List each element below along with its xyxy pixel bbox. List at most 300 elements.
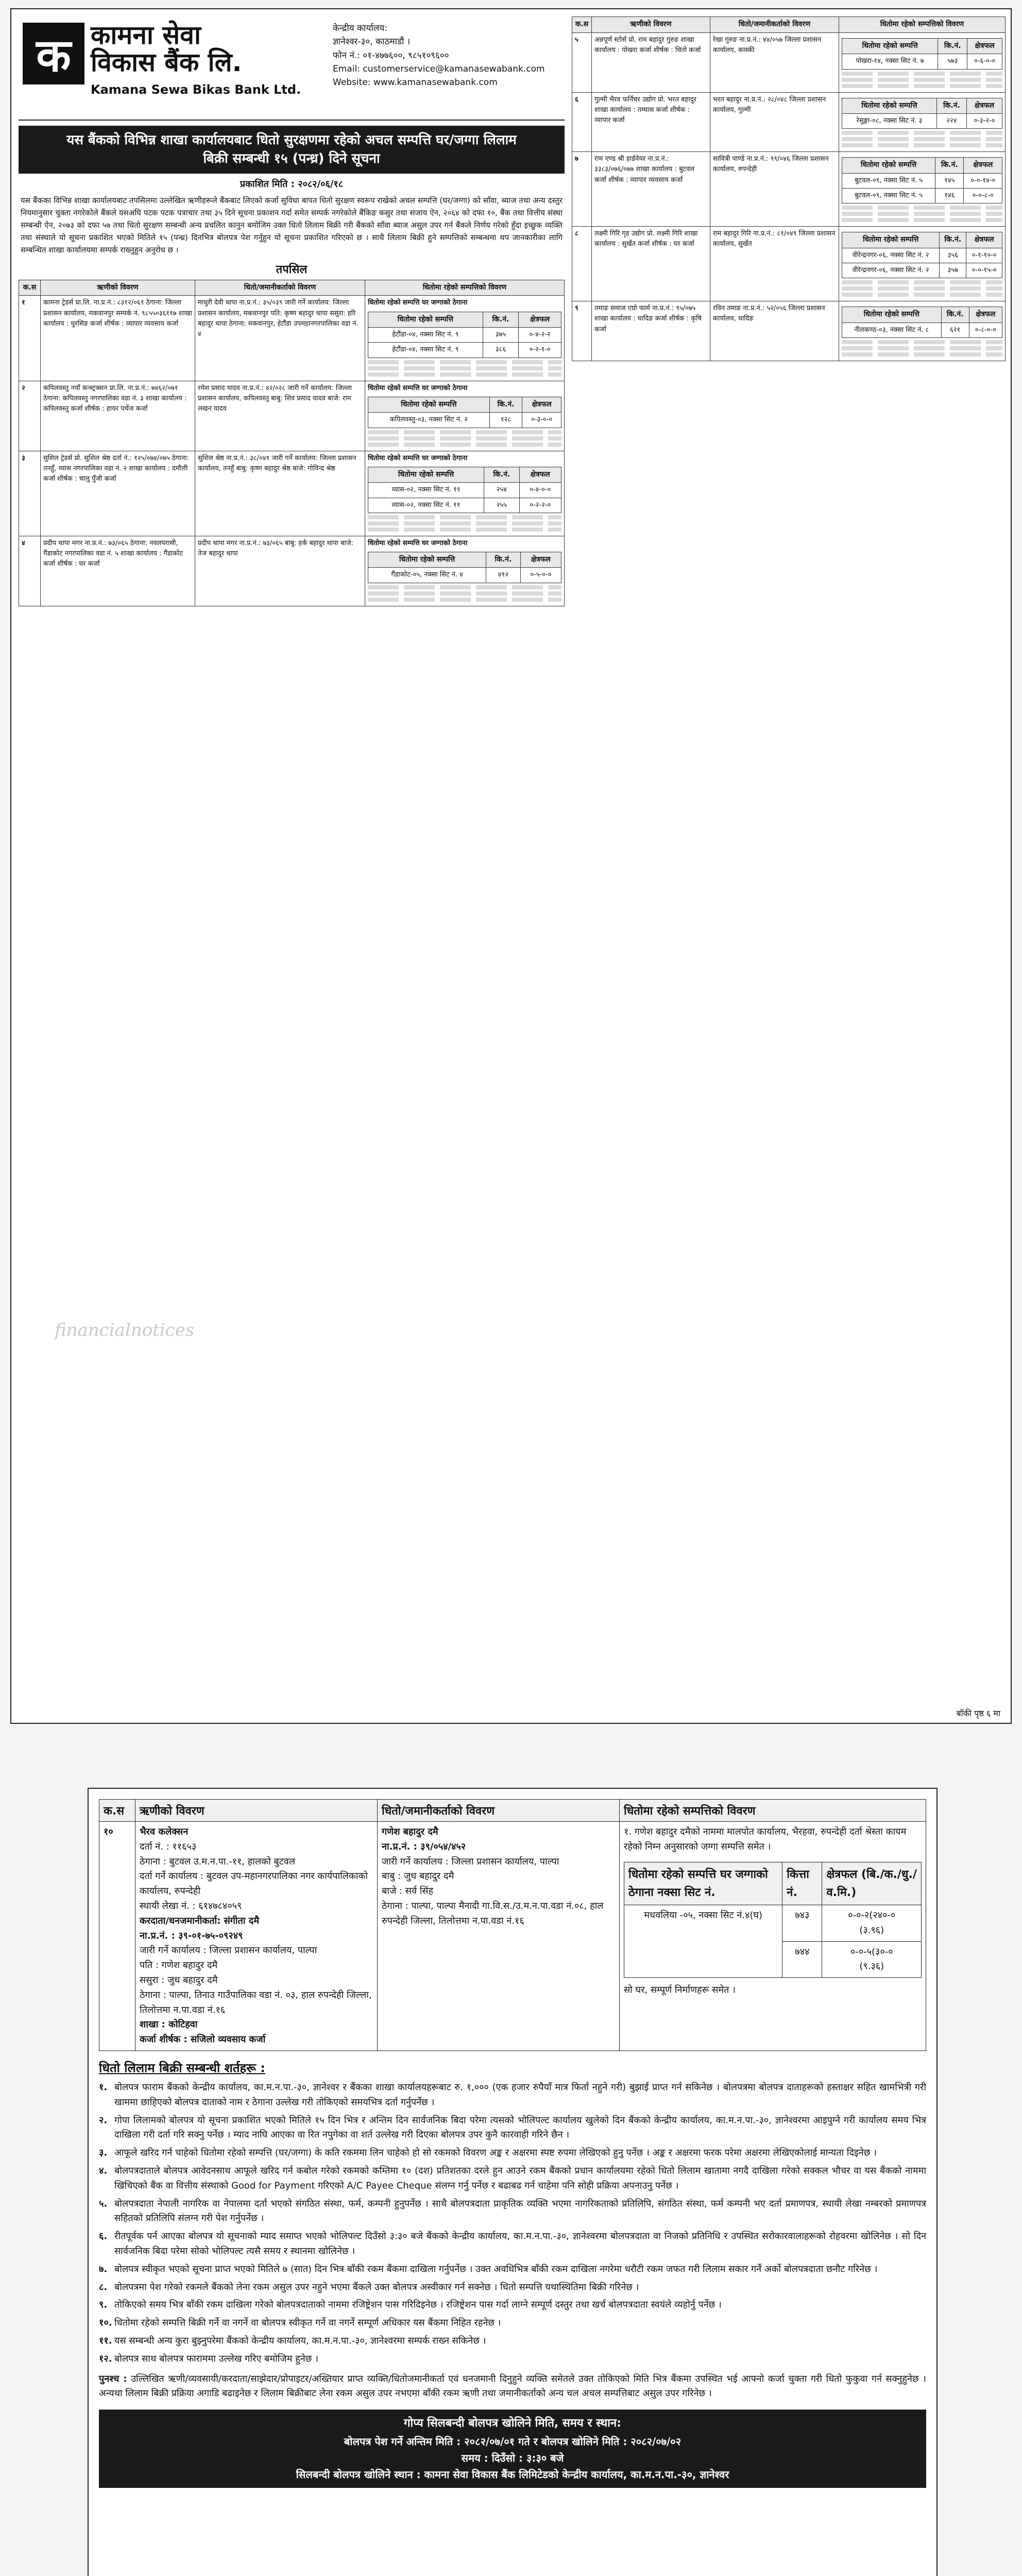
plot-header-row (842, 38, 1002, 54)
page-footer: बाँकी पृष्ठ ६ मा (956, 1708, 1000, 1718)
plot-table (368, 552, 561, 583)
col-header-property: धितोमा रहेको सम्पत्तिको विवरण (839, 17, 1006, 33)
table-row (99, 1822, 926, 2051)
text-line-placeholder (368, 360, 561, 364)
condition-text: बोलपत्रदाताले बोलपत्र आवेदनसाथ आफूले खरिद गर्न कबोल गरेको रकमको कम्तिमा १० (दश) प्रतिशतका दरले हुन आउने रकम बैंकको प्रधान कार्यालयमा रहेको धितो लिलाम खातामा नगदै दाखिला गरेको सक्कल भौचर वा यस बैंकको नाममा खिचिएको बैंक वा वित्तीय संस्थाको Good for Payment गरिएको A/C Payee Cheque संलग्न गर्नु पर्नेछ र बढाबढ गर्न चाहेमा पनि सोही प्रक्रिया अपनाउनु पर्नेछ । (114, 2165, 926, 2191)
condition-item (99, 2146, 926, 2161)
plot-col-head: क्षेत्रफल (966, 232, 1002, 248)
text-line-placeholder (368, 591, 561, 596)
borrower-line: करदाता/धनजमानीकर्ता: संगीता दमै (140, 1915, 260, 1926)
schedule-label: तपसिल (276, 263, 308, 276)
text-line-placeholder (368, 515, 561, 519)
plot-cell: कपिलवस्तु-०३, नक्सा सिट नं. २ (368, 413, 490, 428)
plot-col-head: धितोमा रहेको सम्पत्ति (842, 232, 940, 248)
text-line-placeholder (842, 293, 1002, 297)
condition-number: १०. (99, 2317, 112, 2329)
col-header-guarantor: धितो/जमानीकर्ताको विवरण (195, 280, 365, 296)
condition-text: आफूले खरिद गर्न चाहेको धितोमा रहेको सम्पत्ति (घर/जग्गा) के कति रकममा लिन चाहेको हो सो रकमको विवरण अङ्क र अक्षरमा स्पष्ट रुपमा लेखिएको हुनु पर्नेछ । अङ्क र अक्षरमा फरक परेमा अक्षरमा लेखिएकोलाई मान्यता दिइनेछ । (114, 2147, 877, 2159)
condition-item (99, 2229, 926, 2259)
guarantor-cell: रमेश प्रसाद यादव ना.प्र.नं.: ४२/०२८ जारी गर्ने कार्यालय: जिल्ला प्रशासन कार्यालय, कपिलवस्तु बाबु: शिव प्रसाद यादव बाजे: राम लखन यादव (195, 381, 365, 451)
schedule-line-place: सिलबन्दी बोलपत्र खोलिने स्थान : कामना सेवा विकास बैंक लिमिटेडको केन्द्रीय कार्यालय, का.म.न.पा.-३०, ज्ञानेश्वर (296, 2468, 729, 2481)
plot-cell: नीलकण्ठ-०३, नक्सा सिट नं. ८ (842, 323, 942, 337)
plot-header-row (842, 232, 1002, 248)
plot-header-row (368, 312, 561, 328)
bottom-content (99, 1799, 926, 2488)
text-line-placeholder (842, 218, 1002, 222)
plot-cell: ३७५ (483, 328, 519, 343)
land-area (822, 1905, 922, 1941)
table-row (572, 92, 1006, 152)
plot-col-head: धितोमा रहेको सम्पत्ति (368, 467, 484, 483)
land-area-sub: (३.९६) (859, 1924, 884, 1936)
borrower-line: जारी गर्ने कार्यालय : जिल्ला प्रशासन कार्यालय, पाल्पा (140, 1945, 317, 1956)
left-detail-table (19, 280, 565, 606)
condition-text: रीतपूर्वक पर्न आएका बोलपत्र यो सूचनाको म्याद समाप्त भएको भोलिपल्ट दिउँसो ३:३० बजे बैंकको केन्द्रीय कार्यालय, का.म.न.पा.-३०, ज्ञानेश्वरमा बोलपत्रदाता वा निजको प्रतिनिधि र उपस्थित सरोकारवालाहरूको रोहवरमा खोलिनेछ । सो दिन सार्वजनिक बिदा परेमा सोको भोलिपल्ट त्यसै समय र स्थानमा खोलिनेछ । (114, 2231, 926, 2257)
text-line-placeholder (368, 372, 561, 377)
plot-col-head: कि.नं. (489, 397, 522, 413)
table-row (572, 152, 1006, 227)
text-line-placeholder (368, 366, 561, 370)
row-sn: १ (19, 296, 41, 381)
condition-number: १. (99, 2081, 108, 2093)
plot-header-row (842, 98, 1002, 114)
plot-cell: ३५६ (940, 248, 966, 263)
table-row (19, 451, 565, 536)
borrower-line: ससुरा : जुध बहादुर दमै (140, 1974, 218, 1986)
land-area (822, 1941, 922, 1978)
text-line-placeholder (842, 206, 1002, 210)
plot-cell: हेटौंडा-०४, नक्सा सिट नं. ९ (368, 343, 483, 358)
plot-col-head: धितोमा रहेको सम्पत्ति (368, 552, 486, 568)
plot-row (368, 343, 561, 358)
condition-item (99, 2298, 926, 2313)
condition-number: २. (99, 2114, 108, 2126)
plot-cell: ०-२-१-० (519, 343, 561, 358)
plot-row (842, 323, 1002, 337)
land-area-value: ०-०-२(२४०-० (848, 1909, 896, 1921)
text-line-placeholder (842, 286, 1002, 291)
condition-text: बोलपत्रदाता नेपाली नागरिक वा नेपालमा दर्ता भएको संगठित संस्था, फर्म, कम्पनी हुनुपर्नेछ । साथै बोलपत्रदाता प्राकृतिक व्यक्ति भएमा नागरिकताको प्रतिलिपि, संगठित संस्था, फर्म कम्पनी भए दर्ता प्रमाणपत्र, स्थायी लेखा नम्बरको प्रमाणपत्र सहितको प्रतिलिपि संलग्न गरी पेश गर्नुपर्नेछ । (114, 2198, 926, 2224)
plot-cell: ०-८-०-० (969, 323, 1002, 337)
plot-cell: पोखरा-१४, नक्सा सिट नं. ७ (842, 54, 938, 69)
notice-top-page (10, 8, 1012, 1724)
plot-cell: ६२१ (941, 323, 969, 337)
col-header-guarantor: धितो/जमानीकर्ताको विवरण (710, 17, 839, 33)
text-line-placeholder (842, 137, 1002, 141)
plot-row (842, 114, 1002, 129)
borrower-cell: अन्नपूर्ण स्टोर्स प्रो. राम बहादुर गुरुङ शाखा कार्यालय : पोखरा कर्जा शीर्षक : धितो कर्जा (592, 32, 710, 92)
watermark-text: financialnotices (55, 1320, 195, 1341)
plot-cell: ०-०-८-० (964, 189, 1002, 204)
top-right-column (572, 16, 1006, 1711)
text-line-placeholder (368, 443, 561, 447)
guarantor-cell: माधुरी देवी थापा ना.प्र.नं.: ३५/०३९ जारी गर्ने कार्यालय: जिल्ला प्रशासन कार्यालय, मकवानपुर पति: कृष्ण बहादुर थापा ससुरा: हरि बहादुर थापा ठेगाना: मकवानपुर, हेटौंडा उपमहानगरपालिका वडा नं. ४ (195, 296, 365, 381)
borrower-name: भैरव कलेक्सन (140, 1826, 189, 1837)
plot-col-head: क्षेत्रफल (522, 397, 561, 413)
property-cell (365, 296, 565, 381)
note-paragraph (99, 2372, 926, 2402)
plot-col-head: कि.नं. (486, 552, 521, 568)
land-note: सो घर, सम्पूर्ण निर्माणहरू समेत । (624, 1985, 736, 1996)
plot-cell: १४५ (935, 174, 964, 189)
plot-cell: बुटवल-०९, नक्सा सिट नं. ५ (842, 174, 935, 189)
plot-cell: २५४ (484, 483, 519, 498)
guarantor-name: गणेश बहादुर दमै (382, 1826, 438, 1837)
row-sn: ७ (572, 152, 592, 227)
published-date: प्रकाशित मिति : २०८२/०६/१८ (240, 178, 344, 190)
property-cell (365, 381, 565, 451)
land-header-row (624, 1862, 922, 1905)
condition-text: बोलपत्रमा पेश गरेको रकमले बैंकको लेना रकम असुल उपर नहुने भएमा बैंकले उक्त बोलपत्र अस्वीकार गर्न सक्नेछ । धितो सम्पत्ति यथास्थितिमा बिक्री गरिनेछ । (114, 2281, 639, 2293)
plot-table (842, 232, 1002, 278)
table-row (572, 32, 1006, 92)
land-area-sub: (९.३६) (859, 1961, 884, 1972)
plot-table (842, 307, 1002, 338)
table-row (572, 227, 1006, 301)
plot-col-head: कि.नं. (938, 38, 967, 54)
condition-number: ११. (99, 2335, 112, 2346)
plot-header-row (368, 397, 561, 413)
note-text: उल्लिखित ऋणी/व्यवसायी/करदाता/साझेदार/प्रोपाइटर/अख्तियार प्राप्त व्यक्ति/धितोजमानीकर्ता एवं धनजमानी दिनुहुने व्यक्ति समेतले उक्त तोकिएको मिति भित्र बैंकमा उपस्थित भई आफ्नो कर्जा चुक्ता गरी धितो फुकुवा गर्न सक्नुहुनेछ । अन्यथा लिलाम बिक्री प्रक्रिया अगाडि बढाइनेछ र लिलाम बिक्रीबाट लेना रकम असुल उपर नभएमा बाँकी रकम ऋणी तथा जमानीकर्ताको अन्य चल अचल सम्पत्तिबाट असुल उपर गरिनेछ । (99, 2373, 926, 2399)
condition-item (99, 2113, 926, 2143)
condition-text: बोलपत्र स्वीकृत भएको सूचना प्राप्त भएको मितिले ७ (सात) दिन भित्र बाँकी रकम बैंकमा दाखिला गर्नुपर्नेछ । उक्त अवधिभित्र बाँकी रकम दाखिला नगरेमा धरौटी रकम जफत गरी लिलाम सकार गर्ने अर्को बोलपत्रदाता छनौट गरिनेछ । (114, 2263, 878, 2275)
plot-cell: ०-०-१५-० (966, 263, 1002, 278)
property-cell (839, 227, 1006, 301)
property-cell (839, 32, 1006, 92)
condition-item (99, 2334, 926, 2349)
table-header-row (19, 280, 565, 296)
property-head: धितोमा रहेको सम्पत्ति घर जग्गाको ठेगाना (368, 454, 468, 462)
text-line-placeholder (368, 528, 561, 532)
table-row (624, 1905, 922, 1941)
right-rows (572, 32, 1006, 361)
text-line-placeholder (842, 131, 1002, 135)
notice-title-line1: यस बैंकको विभिन्न शाखा कार्यालयबाट धितो सुरक्षणमा रहेको अचल सम्पत्ति घर/जग्गा लिलाम (66, 132, 517, 148)
notice-bottom-page (88, 1788, 938, 2576)
borrower-cell: लक्ष्मी गिरि गृह उद्योग प्रो. लक्ष्मी गिरि शाखा कार्यालय : सुर्खेत कर्जा शीर्षक : घर कर्जा (592, 227, 710, 301)
plot-cell: ३५७ (940, 263, 966, 278)
office-line: ज्ञानेश्वर-३०, काठमाडौं । (333, 37, 411, 47)
borrower-loan-type: कर्जा शीर्षक : सजिलो व्यवसाय कर्जा (140, 2034, 266, 2045)
condition-text: धितोमा रहेको सम्पत्ति बिक्री गर्ने वा नगर्ने वा बोलपत्र स्वीकृत गर्ने वा नगर्ने सम्पूर्ण अधिकार यस बैंकमा निहित रहनेछ । (114, 2317, 501, 2329)
plot-cell: गैंडाकोट-०५, नक्सा सिट नं. ४ (368, 568, 486, 583)
row-sn: १० (99, 1822, 135, 2051)
guarantor-cell: रेखा गुरुङ ना.प्र.नं.: ४४/०५७ जिल्ला प्रशासन कार्यालय, कास्की (710, 32, 839, 92)
row-sn: ४ (19, 536, 41, 606)
text-line-placeholder (842, 346, 1002, 350)
text-line-placeholder (368, 436, 561, 440)
plot-table (842, 98, 1002, 129)
plot-cell: ०-६-०-० (967, 54, 1002, 69)
guarantor-cell: राम बहादुर गिरि ना.प्र.नं.: ८१/०४९ जिल्ला प्रशासन कार्यालय, सुर्खेत (710, 227, 839, 301)
plot-table (368, 312, 561, 358)
plot-cell: वीरेन्द्रनगर-०६, नक्सा सिट नं. २ (842, 248, 940, 263)
table-header-row (99, 1800, 926, 1822)
row-sn: ८ (572, 227, 592, 301)
text-line-placeholder (842, 78, 1002, 82)
text-line-placeholder (368, 521, 561, 526)
condition-item (99, 2262, 926, 2277)
borrower-line: ना.प्र.नं. : ३९-०१-७५-०९२४९ (140, 1930, 243, 1941)
col-header-guarantor: धितो/जमानीकर्ताको विवरण (378, 1800, 620, 1822)
plot-col-head: धितोमा रहेको सम्पत्ति (368, 397, 490, 413)
row-sn: २ (19, 381, 41, 451)
plot-cell: ०-०-१४-० (964, 174, 1002, 189)
borrower-cell: प्रदीप थापा मगर ना.प्र.नं.: ७३/०६५ ठेगाना: नवलपरासी, गैंडाकोट नगरपालिका वडा नं. ५ शाखा कार्यालय : गैंडाकोट कर्जा शीर्षक : घर कर्जा (41, 536, 195, 606)
borrower-cell: कामना ट्रेडर्स प्रा.लि. ना.प्र.नं.: ८३१२/०६९ ठेगाना: जिल्ला प्रशासन कार्यालय, मकवानपुर सम्पर्क नं. ९८५५०३६११७ शाखा कार्यालय : धुरसिङ कर्जा शीर्षक : व्यापार व्यवसाय कर्जा (41, 296, 195, 381)
note-title: पुनश्च : (99, 2373, 127, 2384)
bank-name-line1: कामना सेवा (91, 20, 201, 50)
bank-logo-icon: क (23, 23, 84, 84)
plot-row (842, 263, 1002, 278)
condition-item (99, 2164, 926, 2194)
plot-row (842, 174, 1002, 189)
condition-item (99, 2316, 926, 2331)
left-rows (19, 296, 565, 606)
land-head-kitta: कित्ता नं. (782, 1862, 822, 1905)
table-row (19, 296, 565, 381)
condition-number: १२. (99, 2353, 112, 2364)
plot-cell: व्यास-०२, नक्सा सिट नं. ११ (368, 498, 484, 513)
plot-col-head: कि.नं. (935, 158, 964, 174)
condition-text: बोलपत्र फाराम बैंकको केन्द्रीय कार्यालय, का.म.न.पा.-३०, ज्ञानेश्वर र बैंकका शाखा कार्यालयहरूबाट रु. १,००० (एक हजार रुपैयाँ मात्र फिर्ता नहुने गरी) बुझाई प्राप्त गर्न सकिनेछ । बोलपत्रमा बोलपत्र दाताहरूको हस्ताक्षर सहित खामभित्री गरी खाममा छाहिएको बोलपत्र दाताको नाम र ठेगाना उल्लेख गरी तोकिएको समयभित्र दर्ता गर्नुपर्नेछ । (114, 2081, 926, 2108)
plot-row (368, 498, 561, 513)
land-kitta: ७४४ (782, 1941, 822, 1978)
plot-col-head: कि.नं. (940, 232, 966, 248)
plot-cell: वीरेन्द्रनगर-०६, नक्सा सिट नं. २ (842, 263, 940, 278)
borrower-cell: तमाङ समाज एग्रो फार्म ना.प्र.नं.: ९५/०७५ शाखा कार्यालय : धादिङ कर्जा शीर्षक : कृषि कर्जा (592, 301, 710, 361)
schedule-box (99, 2410, 926, 2488)
borrower-line: ठेगाना : बुटवल उ.म.न.पा.-११, हालको बुटवल (140, 1856, 295, 1867)
borrower-cell: राम एण्ड श्री हार्डवेयर ना.प्र.नं.: ३३८३/०७६/०७७ शाखा कार्यालय : बुटवल कर्जा शीर्षक : व्यापार व्यवसाय कर्जा (592, 152, 710, 227)
plot-cell: ३८६ (483, 343, 519, 358)
plot-cell: २२४ (936, 114, 966, 129)
guarantor-line: ठेगाना : पाल्पा, पाल्पा मैनादी गा.वि.स./उ.म.न.पा.वडा नं.०८, हाल रुपन्देही जिल्ला, तिलोत्तमा न.पा.वडा नं.१६ (382, 1900, 604, 1926)
plot-col-head: धितोमा रहेको सम्पत्ति (368, 312, 483, 328)
property-cell (839, 92, 1006, 152)
col-header-borrower: ऋणीको विवरण (41, 280, 195, 296)
plot-cell: १२८ (489, 413, 522, 428)
condition-text: बोलपत्र साथ बोलपत्र फाराममा उल्लेख गरिए बमोजिम हुनेछ । (114, 2353, 318, 2364)
row-sn: ६ (572, 92, 592, 152)
plot-col-head: क्षेत्रफल (519, 467, 561, 483)
plot-cell: ०-४-०-० (519, 483, 561, 498)
plot-row (368, 483, 561, 498)
bank-header (19, 16, 565, 121)
plot-col-head: धितोमा रहेको सम्पत्ति (842, 307, 942, 323)
plot-col-head: क्षेत्रफल (519, 312, 561, 328)
borrower-line: दर्ता नं. : ११६५३ (140, 1841, 197, 1852)
text-line-placeholder (842, 280, 1002, 284)
bank-name-english: Kamana Sewa Bikas Bank Ltd. (91, 82, 301, 97)
bottom-detail-table (99, 1799, 926, 2051)
plot-row (368, 413, 561, 428)
col-header-borrower: ऋणीको विवरण (135, 1800, 378, 1822)
top-left-column (19, 16, 565, 1711)
office-website[interactable]: Website: www.kamanasewabank.com (333, 77, 498, 88)
property-cell (839, 152, 1006, 227)
borrower-line: दर्ता गर्ने कार्यालय : बुटवल उप-महानगरपालिका नगर कार्यपालिकाको कार्यालय, रुपन्देही (140, 1871, 368, 1897)
guarantor-line: ना.प्र.नं. : ३९/०५४/४५२ (382, 1841, 466, 1852)
condition-number: ४. (99, 2165, 108, 2176)
property-cell (365, 451, 565, 536)
schedule-title: गोप्य सिलबन्दी बोलपत्र खोलिने मिति, समय र स्थान: (404, 2417, 621, 2430)
text-line-placeholder (368, 585, 561, 589)
plot-col-head: धितोमा रहेको सम्पत्ति (842, 98, 937, 114)
guarantor-cell: रविन तमाङ ना.प्र.नं.: ५२/०५६ जिल्ला प्रशासन कार्यालय, धादिङ (710, 301, 839, 361)
plot-row (368, 328, 561, 343)
land-table (624, 1862, 922, 1978)
intro-paragraph: यस बैंकका विभिन्न शाखा कार्यालयबाट तपसिलमा उल्लेखित ऋणीहरूले बैंकबाट लिएको कर्जा सुविधा बापत धितो सुरक्षण स्वरूप राखेको अचल सम्पत्ति (घर/जग्गा) को साँवा, ब्याज तथा अन्य दस्तुर नियमानुसार चुक्ता नगरेकोले बैंकले यसअघि पटक पटक पत्राचार तथा ३५ दिने सूचना प्रकाशन गर्दा समेत सम्पर्क नगरेकोले बैंकिङ कसुर तथा सजाय ऐन, २०६४ को दफा १०, बैंक तथा वित्तीय संस्था सम्बन्धी ऐन, २०७३ को दफा ५७ तथा धितो सुरक्षण सम्बन्धी अन्य प्रचलित कानुन बमोजिम उक्त धितो लिलाम बिक्री गरी बैंकको साँवा ब्याज असुल उपर गर्न बैंकले निर्णय गरेको हुँदा इच्छुक व्यक्ति तथा संस्थाले यो सूचना प्रकाशित भएको मितिले १५ (पन्ध्र) दिनभित्र बोलपत्र पेश गर्नुहुन यो सूचना प्रकाशित गरिएको छ । साथै लिलाम बिक्री हुने सम्पत्तिको सम्बन्धमा थप जानकारीका लागि सम्बन्धित शाखा कार्यालयमा सम्पर्क राख्नुहुन अनुरोध छ । (21, 195, 563, 255)
plot-col-head: क्षेत्रफल (520, 552, 561, 568)
plot-col-head: क्षेत्रफल (969, 307, 1002, 323)
condition-text: गोपा लिलामको बोलपत्र यो सूचना प्रकाशित भएको मितिले १५ दिन भित्र र अन्तिम दिन सार्वजनिक बिदा परेमा त्यसको भोलिपल्ट कार्यालय खुलेको दिन बैंकको केन्द्रीय कार्यालय, का.म.न.पा.-३०, ज्ञानेश्वरमा आइपुग्ने गरी कार्यालय समय भित्र दाखिला गरी दर्ता गरि सक्नु पर्नेछ । म्याद नाघि आएका वा रित नपुगेका वा शर्त उल्लेख गरी दिएका बोलपत्र उपर कुनै कारवाही गरिने छैन । (114, 2114, 926, 2141)
plot-cell: ५७३ (938, 54, 967, 69)
plot-table (368, 397, 561, 428)
condition-number: ८. (99, 2281, 108, 2293)
guarantor-cell: भरत बहादुर ना.प्र.नं.: २८/०४८ जिल्ला प्रशासन कार्यालय, गुल्मी (710, 92, 839, 152)
plot-cell: ०-३-२-० (966, 114, 1002, 129)
guarantor-line: बाजे : सर्व सिंह (382, 1886, 434, 1897)
borrower-cell (135, 1822, 378, 2051)
text-line-placeholder (842, 72, 1002, 76)
plot-col-head: धितोमा रहेको सम्पत्ति (842, 38, 938, 54)
borrower-cell: गुल्मी भैरव फर्निचर उद्योग प्रो. भरत बहादुर शाखा कार्यालय : तम्घास कर्जा शीर्षक : व्यापार कर्जा (592, 92, 710, 152)
condition-number: ९. (99, 2299, 108, 2311)
text-line-placeholder (842, 143, 1002, 147)
plot-col-head: कि.नं. (936, 98, 966, 114)
row-sn: ३ (19, 451, 41, 536)
plot-table (842, 157, 1002, 204)
property-intro: १. गणेश बहादुर दमैको नाममा मालपोत कार्यालय, भैरहवा, रुपन्देही दर्ता श्रेस्ता कायम रहेको निम्न अनुसारको जग्गा सम्पत्ति समेत । (624, 1826, 907, 1852)
guarantor-cell: सुशिल श्रेष्ठ ना.प्र.नं.: ३८/०४१ जारी गर्ने कार्यालय: जिल्ला प्रशासन कार्यालय, तनहुँ बाबु: कृष्ण बहादुर श्रेष्ठ बाजे: गोविन्द श्रेष्ठ (195, 451, 365, 536)
text-line-placeholder (368, 598, 561, 602)
plot-row (842, 248, 1002, 263)
col-header-sn: क.स (99, 1800, 135, 1822)
plot-table (842, 38, 1002, 70)
table-row (19, 536, 565, 606)
plot-col-head: कि.नं. (941, 307, 969, 323)
row-sn: ९ (572, 301, 592, 361)
plot-cell: १४६ (935, 189, 964, 204)
plot-cell: ४१२ (486, 568, 521, 583)
plot-header-row (368, 467, 561, 483)
plot-col-head: क्षेत्रफल (966, 98, 1002, 114)
borrower-line: पति : गणेश बहादुर दमै (140, 1960, 218, 1971)
plot-row (842, 189, 1002, 204)
text-line-placeholder (842, 84, 1002, 88)
condition-text: तोकिएको समय भित्र बाँकी रकम दाखिला गरेको बोलपत्रदाताको नाममा रजिष्ट्रेशन पास गरिदिइनेछ । रजिष्ट्रेशन पास गर्दा लाग्ने सम्पूर्ण दस्तुर तथा खर्च बोलपत्रदाता स्वयंले व्यहोर्नु पर्नेछ । (114, 2299, 722, 2311)
text-line-placeholder (368, 430, 561, 434)
plot-row (368, 568, 561, 583)
plot-cell: बुटवल-०९, नक्सा सिट नं. ५ (842, 189, 935, 204)
land-kitta: ७४३ (782, 1905, 822, 1941)
plot-col-head: क्षेत्रफल (964, 158, 1002, 174)
guarantor-cell: प्रदीप थापा मगर ना.प्र.नं.: ७३/०६५ बाबु: हर्क बहादुर थापा बाजे: तेज बहादुर थापा (195, 536, 365, 606)
land-head-area: क्षेत्रफल (बि./क./धु./व.मि.) (822, 1862, 922, 1905)
plot-cell: व्यास-०२, नक्सा सिट नं. ११ (368, 483, 484, 498)
plot-cell: ०-२-२-० (519, 498, 561, 513)
table-row (19, 381, 565, 451)
guarantor-cell (378, 1822, 620, 2051)
borrower-branch: शाखा : कोटिहवा (140, 2019, 198, 2030)
condition-text: यस सम्बन्धी अन्य कुरा बुझ्नुपरेमा बैंकको केन्द्रीय कार्यालय, का.म.न.पा.-३०, ज्ञानेश्वरमा सम्पर्क राख्न सकिनेछ । (114, 2335, 486, 2346)
bank-name (91, 22, 242, 76)
condition-item (99, 2352, 926, 2367)
row-sn: ५ (572, 32, 592, 92)
plot-row (842, 54, 1002, 69)
col-header-property: धितोमा रहेको सम्पत्तिको विवरण (620, 1800, 926, 1822)
conditions-title: धितो लिलाम बिक्री सम्बन्धी शर्तहरू : (99, 2060, 265, 2075)
condition-number: ३. (99, 2147, 108, 2159)
land-location: मधवलिया -०५, नक्सा सिट नं.४(घ) (624, 1905, 782, 1977)
office-line: केन्द्रीय कार्यालय: (333, 23, 387, 33)
text-line-placeholder (842, 212, 1002, 216)
condition-number: ५. (99, 2198, 108, 2209)
guarantor-line: बाबु : जुध बहादुर दमै (382, 1871, 454, 1882)
condition-item (99, 2197, 926, 2227)
plot-cell: ०-४-२-२ (519, 328, 561, 343)
condition-number: ७. (99, 2263, 108, 2275)
conditions-list (99, 2080, 926, 2367)
plot-header-row (842, 307, 1002, 323)
plot-cell: हेटौंडा-०४, नक्सा सिट नं. ९ (368, 328, 483, 343)
plot-col-head: कि.नं. (484, 467, 519, 483)
notice-title-line2: बिक्री सम्बन्धी १५ (पन्ध्र) दिने सूचना (203, 151, 380, 167)
right-detail-table (572, 16, 1006, 361)
text-line-placeholder (842, 340, 1002, 344)
plot-cell: ०-३-०-० (522, 413, 561, 428)
guarantor-line: जारी गर्ने कार्यालय : जिल्ला प्रशासन कार्यालय, पाल्पा (382, 1856, 559, 1867)
schedule-line-dates: बोलपत्र पेश गर्ने अन्तिम मिति : २०८२/०७/०१ गते र बोलपत्र खोलिने मिति : २०८२/०७/०२ (344, 2435, 682, 2448)
plot-col-head: क्षेत्रफल (967, 38, 1002, 54)
property-cell (839, 301, 1006, 361)
condition-item (99, 2280, 926, 2295)
office-phone: फोन नं.: ०१-४७७६००, ९८५१०९६०० (333, 50, 449, 61)
plot-cell: ०-१-१०-० (966, 248, 1002, 263)
plot-header-row (842, 158, 1002, 174)
office-info (333, 22, 545, 90)
plot-cell: २५५ (484, 498, 519, 513)
land-area-value: ०-०-५(३०-० (850, 1946, 893, 1957)
guarantor-cell: सावित्री पाण्डे ना.प्र.नं.: ९९/०४६ जिल्ला प्रशासन कार्यालय, रुपन्देही (710, 152, 839, 227)
property-head: धितोमा रहेको सम्पत्ति घर जग्गाको ठेगाना (368, 384, 468, 392)
plot-table (368, 467, 561, 513)
property-cell (620, 1822, 926, 2051)
borrower-line: ठेगाना : पाल्पा, तिनाउ गाउँपालिका वडा नं. ०३, हाल रुपन्देही जिल्ला, तिलोत्तमा न.पा.वडा नं.१६ (140, 1989, 372, 2015)
table-row (572, 301, 1006, 361)
notice-title-bar (19, 126, 565, 174)
plot-cell: ०-५-०-० (520, 568, 561, 583)
plot-header-row (368, 552, 561, 568)
text-line-placeholder (842, 352, 1002, 357)
borrower-line: स्थायी लेखा नं. : ६१४७८४०५९ (140, 1900, 242, 1911)
land-head-location: धितोमा रहेको सम्पत्ति घर जग्गाको ठेगाना नक्सा सिट नं. (624, 1862, 782, 1905)
plot-cell: रेसुङ्गा-०८, नक्सा सिट नं. ३ (842, 114, 937, 129)
condition-number: ६. (99, 2231, 108, 2242)
office-email[interactable]: Email: customerservice@kamanasewabank.com (333, 64, 545, 75)
plot-col-head: कि.नं. (483, 312, 519, 328)
schedule-line-time: समय : दिउँसो : ३:३० बजे (461, 2452, 564, 2465)
borrower-cell: कपिलवस्तु नयाँ कन्स्ट्रक्सन प्रा.लि. ना.प्र.नं.: ७४६२/०७१ ठेगाना: कपिलवस्तु नगरपालिका वडा नं. ३ शाखा कार्यालय : कपिलवस्तु कर्जा शीर्षक : हायर पर्चेज कर्जा (41, 381, 195, 451)
col-header-property: धितोमा रहेको सम्पत्तिको विवरण (365, 280, 565, 296)
table-header-row (572, 17, 1006, 33)
condition-item (99, 2080, 926, 2110)
col-header-sn: क.स (572, 17, 592, 33)
bank-name-line2: विकास बैंक लि. (91, 47, 242, 77)
plot-col-head: धितोमा रहेको सम्पत्ति (842, 158, 935, 174)
col-header-borrower: ऋणीको विवरण (592, 17, 710, 33)
